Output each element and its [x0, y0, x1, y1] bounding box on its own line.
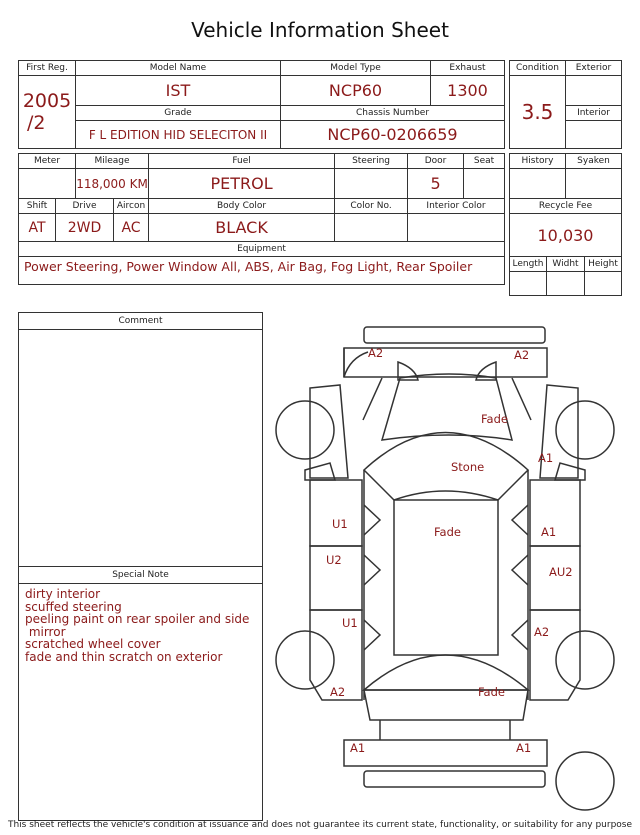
page-title: Vehicle Information Sheet	[191, 18, 449, 42]
mileage-label: Mileage	[76, 154, 149, 169]
recycle-fee-value: 10,030	[510, 214, 622, 257]
interior-color-label: Interior Color	[408, 199, 505, 214]
vehicle-spec-table	[18, 153, 505, 285]
meter-value	[19, 169, 76, 199]
door-value: 5	[408, 169, 464, 199]
damage-mark: A2	[368, 346, 384, 360]
exhaust-label: Exhaust	[431, 61, 505, 76]
right-front-door	[530, 480, 580, 546]
front-body	[344, 352, 368, 377]
chassis-value: NCP60-0206659	[281, 121, 505, 149]
special-note-header: Special Note	[19, 567, 262, 584]
equipment-value: Power Steering, Power Window All, ABS, Air Bag, Fog Light, Rear Spoiler	[19, 257, 505, 285]
seat-value	[464, 169, 505, 199]
disclaimer-footer: This sheet reflects the vehicle's condition at issuance and does not guarantee its current state, functionality, or suitability for any purpose	[7, 820, 633, 830]
color-no-value	[335, 214, 408, 242]
damage-mark: U1	[332, 517, 348, 531]
syaken-label: Syaken	[566, 154, 622, 169]
height-label: Height	[585, 257, 622, 272]
damage-mark: A1	[350, 741, 366, 755]
condition-table	[509, 60, 622, 149]
height-value	[585, 272, 622, 296]
history-label: History	[510, 154, 566, 169]
front-right-wheel	[556, 401, 614, 459]
special-note-box	[18, 566, 263, 821]
grade-label: Grade	[76, 106, 281, 121]
roof	[394, 500, 498, 655]
first-reg-year: 2005	[22, 90, 72, 112]
special-note-item: dirty interior	[25, 587, 101, 601]
body-color-value: BLACK	[149, 214, 335, 242]
special-note-item: peeling paint on rear spoiler and side	[25, 612, 250, 626]
steering-value	[335, 169, 408, 199]
exhaust-value: 1300	[431, 76, 505, 106]
model-type-label: Model Type	[281, 61, 431, 76]
model-name-value: IST	[76, 76, 281, 106]
fuel-value: PETROL	[149, 169, 335, 199]
shift-value: AT	[19, 214, 56, 242]
damage-mark: A1	[516, 741, 532, 755]
rear-window	[364, 655, 528, 690]
history-value	[510, 169, 566, 199]
damage-mark: U2	[326, 553, 342, 567]
windshield	[364, 433, 528, 501]
rear-bumper	[364, 771, 545, 787]
left-front-door	[310, 480, 362, 546]
width-label: Widht	[547, 257, 585, 272]
damage-mark: Stone	[451, 460, 485, 474]
damage-mark: Fade	[478, 685, 505, 699]
door-label: Door	[408, 154, 464, 169]
comment-box	[18, 312, 263, 567]
condition-value: 3.5	[510, 76, 566, 149]
shift-label: Shift	[19, 199, 56, 214]
model-type-value: NCP60	[281, 76, 431, 106]
recycle-fee-label: Recycle Fee	[510, 199, 622, 214]
special-note-list	[19, 584, 262, 663]
vehicle-main-table	[18, 60, 505, 149]
seat-label: Seat	[464, 154, 505, 169]
damage-mark: A1	[541, 525, 557, 539]
interior-value	[566, 121, 622, 149]
body-color-label: Body Color	[149, 199, 335, 214]
aircon-label: Aircon	[114, 199, 149, 214]
grade-value: F L EDITION HID SELECITON II	[76, 121, 281, 149]
model-name-label: Model Name	[76, 61, 281, 76]
first-reg-label: First Reg.	[19, 61, 76, 76]
equipment-label: Equipment	[19, 242, 505, 257]
front-bumper	[364, 327, 545, 343]
damage-mark: Fade	[481, 412, 508, 426]
special-note-item: scratched wheel cover	[25, 637, 161, 651]
damage-mark: A2	[514, 348, 530, 362]
tailgate	[364, 690, 528, 720]
syaken-value	[566, 169, 622, 199]
steering-label: Steering	[335, 154, 408, 169]
exterior-label: Exterior	[566, 61, 622, 76]
rear-left-wheel	[276, 631, 334, 689]
interior-label: Interior	[566, 106, 622, 121]
special-note-item: scuffed steering	[25, 599, 122, 614]
meter-label: Meter	[19, 154, 76, 169]
exterior-value	[566, 76, 622, 106]
special-note-item: fade and thin scratch on exterior	[25, 649, 223, 664]
front-left-wheel	[276, 401, 334, 459]
left-rear-door	[310, 546, 362, 610]
mileage-value: 118,000 KM	[76, 169, 149, 199]
front-bumper-cover	[344, 348, 547, 377]
first-reg-value	[19, 76, 76, 149]
drive-label: Drive	[56, 199, 114, 214]
special-note-item: mirror	[25, 624, 66, 639]
comment-header: Comment	[19, 313, 262, 330]
damage-mark: U1	[342, 616, 358, 630]
aircon-value: AC	[114, 214, 149, 242]
interior-color-value	[408, 214, 505, 242]
hood	[382, 374, 512, 440]
damage-mark: A1	[538, 451, 554, 465]
length-label: Length	[510, 257, 547, 272]
history-table	[509, 153, 622, 296]
rear-right-wheel	[556, 631, 614, 689]
chassis-label: Chassis Number	[281, 106, 505, 121]
damage-mark: A2	[330, 685, 346, 699]
condition-label: Condition	[510, 61, 566, 76]
fuel-label: Fuel	[149, 154, 335, 169]
drive-value: 2WD	[56, 214, 114, 242]
rear-bumper-cover	[344, 740, 547, 766]
length-value	[510, 272, 547, 296]
width-value	[547, 272, 585, 296]
damage-mark: AU2	[549, 565, 573, 579]
damage-mark: Fade	[434, 525, 461, 539]
damage-mark: A2	[534, 625, 550, 639]
car-damage-diagram	[270, 320, 625, 815]
color-no-label: Color No.	[335, 199, 408, 214]
spare-wheel	[556, 752, 614, 810]
first-reg-month: /2	[27, 112, 46, 134]
right-rear-door	[530, 546, 580, 610]
